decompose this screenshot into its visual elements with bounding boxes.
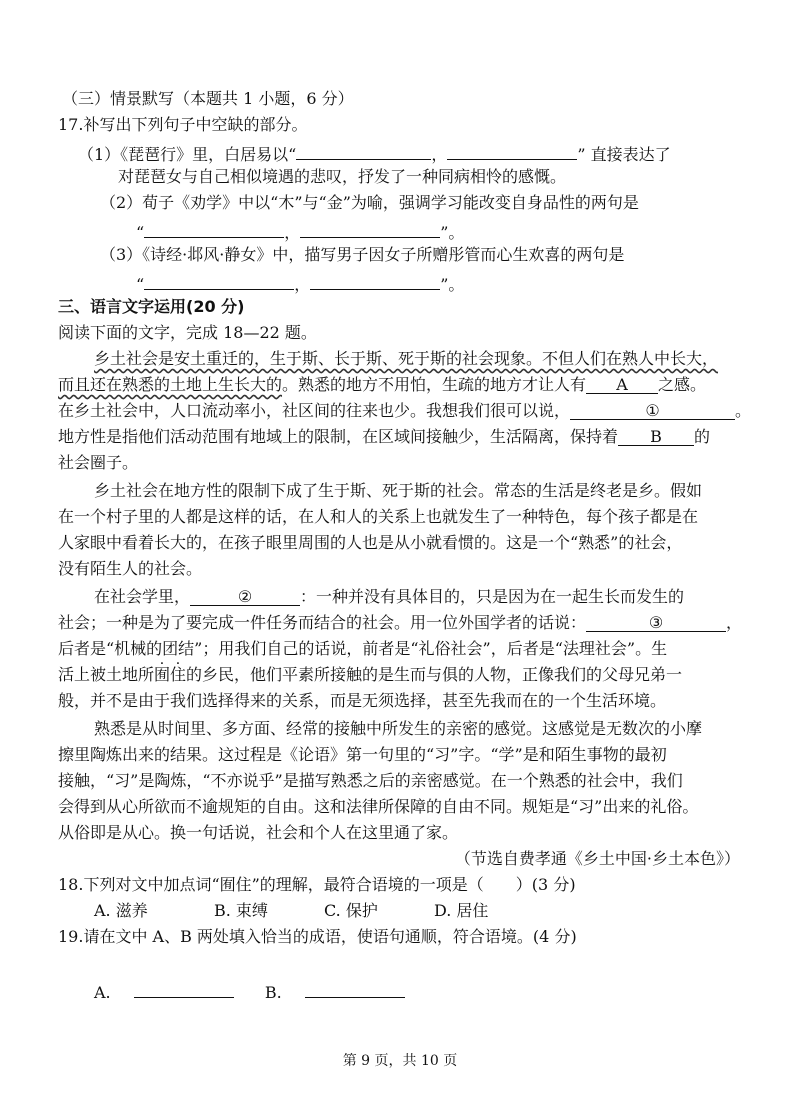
q17-item3-line1: （3）《诗经·邶风·静女》中，描写男子因女子所赠彤管而心生欢喜的两句是 bbox=[100, 245, 625, 264]
q17-item1-line2: 对琵琶女与自己相似境遇的悲叹，抒发了一种同病相怜的感慨。 bbox=[118, 167, 567, 186]
q18-option-c: C. 保护 bbox=[324, 901, 378, 920]
answer-blank bbox=[296, 140, 431, 160]
answer-blank bbox=[300, 218, 440, 238]
q17-item3-line2: “ ， ”。 bbox=[136, 270, 464, 296]
q19-blank-a bbox=[134, 978, 234, 998]
passage-line: 地方性是指他们活动范围有地域上的限制，在区域间接触少，生活隔离，保持着 B 的 bbox=[58, 427, 711, 446]
answer-blank bbox=[447, 140, 577, 160]
passage-source: （节选自费孝通《乡土中国·乡土本色》） bbox=[454, 849, 740, 868]
passage-line: 人家眼中看着长大的，在孩子眼里周围的人也是从小就看惯的。这是一个“熟悉”的社会， bbox=[58, 533, 683, 552]
part3-title: 三、语言文字运用(20 分) bbox=[58, 297, 245, 316]
dotted-char: 住 bbox=[170, 665, 187, 684]
q17-item2-line2: “ ， ”。 bbox=[136, 218, 464, 244]
section3-title: （三）情景默写（本题共 1 小题，6 分） bbox=[62, 89, 354, 108]
passage-line: 而且还在熟悉的土地上生长大的。熟悉的地方不用怕，生疏的地方才让人有 A 之感。 bbox=[58, 375, 707, 394]
q19-blank-b bbox=[305, 978, 405, 998]
passage-line: 般，并不是由于我们选择得来的关系，而是无须选择，甚至先我而在的一个生活环境。 bbox=[58, 691, 667, 710]
q18-stem: 18.下列对文中加点词“囿住”的理解，最符合语境的一项是（ ）(3 分) bbox=[58, 875, 576, 894]
passage-line: 社会；一种是为了要完成一件任务而结合的社会。用一位外国学者的话说： ③ ， bbox=[58, 613, 743, 632]
answer-blank bbox=[144, 218, 284, 238]
blank-B: B bbox=[618, 426, 694, 446]
passage-line: 在社会学里， ② ：一种并没有具体目的，只是因为在一起生长而发生的 bbox=[94, 587, 685, 606]
passage-line: 从俗即是从心。换一句话说，社会和个人在这里通了家。 bbox=[58, 823, 459, 842]
blank-2: ② bbox=[190, 586, 300, 606]
q18-option-a: A. 滋养 bbox=[94, 901, 148, 920]
blank-A: A bbox=[586, 374, 658, 394]
q17-item1-line1: （1）《琵琶行》里，白居易以“ ， ” 直接表达了 bbox=[78, 140, 671, 166]
answer-blank bbox=[144, 270, 294, 290]
q17-item2-line1: （2）荀子《劝学》中以“木”与“金”为喻，强调学习能改变自身品性的两句是 bbox=[100, 193, 639, 212]
q18-option-d: D. 居住 bbox=[434, 901, 489, 920]
page-footer: 第 9 页，共 10 页 bbox=[342, 1053, 458, 1069]
passage-line: 活上被土地所囿住的乡民，他们平素所接触的是生而与俱的人物，正像我们的父母兄弟一 bbox=[58, 665, 683, 684]
blank-3: ③ bbox=[586, 612, 726, 632]
passage-line: 没有陌生人的社会。 bbox=[58, 559, 203, 578]
passage-line: 乡土社会在地方性的限制下成了生于斯、死于斯的社会。常态的生活是终老是乡。假如 bbox=[94, 481, 703, 500]
passage-line: 熟悉是从时间里、多方面、经常的接触中所发生的亲密的感觉。这感觉是无数次的小摩 bbox=[94, 719, 703, 738]
passage-line: 会得到从心所欲而不逾规矩的自由。这和法律所保障的自由不同。规矩是“习”出来的礼俗。 bbox=[58, 797, 699, 816]
q19-answer-row: A. B. bbox=[94, 978, 405, 1004]
reading-instruction: 阅读下面的文字，完成 18—22 题。 bbox=[58, 323, 317, 342]
passage-line: 接触，“习”是陶炼，“不亦说乎”是描写熟悉之后的亲密感觉。在一个熟悉的社会中，我们 bbox=[58, 771, 683, 790]
dotted-char: 囿 bbox=[154, 665, 171, 684]
answer-blank bbox=[310, 270, 440, 290]
passage-line: 在一个村子里的人都是这样的话，在人和人的关系上也就发生了一种特色，每个孩子都是在 bbox=[58, 507, 699, 526]
q18-options bbox=[94, 900, 544, 922]
passage-line: 乡土社会是安土重迁的，生于斯、长于斯、死于斯的社会现象。不但人们在熟人中长大， bbox=[94, 349, 719, 368]
q18-option-b: B. 束缚 bbox=[214, 901, 268, 920]
passage-line: 在乡土社会中，人口流动率小，社区间的往来也少。我想我们很可以说， ① 。 bbox=[58, 401, 752, 420]
passage-line: 社会圈子。 bbox=[58, 453, 139, 472]
q19-stem: 19.请在文中 A、B 两处填入恰当的成语，使语句通顺，符合语境。(4 分) bbox=[58, 927, 577, 946]
q17-stem: 17.补写出下列句子中空缺的部分。 bbox=[58, 115, 308, 134]
passage-line: 后者是“机械的团结”；用我们自己的话说，前者是“礼俗社会”，后者是“法理社会”。生 bbox=[58, 639, 668, 658]
passage-line: 擦里陶炼出来的结果。这过程是《论语》第一句里的“习”字。“学”是和陌生事物的最初 bbox=[58, 745, 667, 764]
blank-1: ① bbox=[570, 400, 735, 420]
